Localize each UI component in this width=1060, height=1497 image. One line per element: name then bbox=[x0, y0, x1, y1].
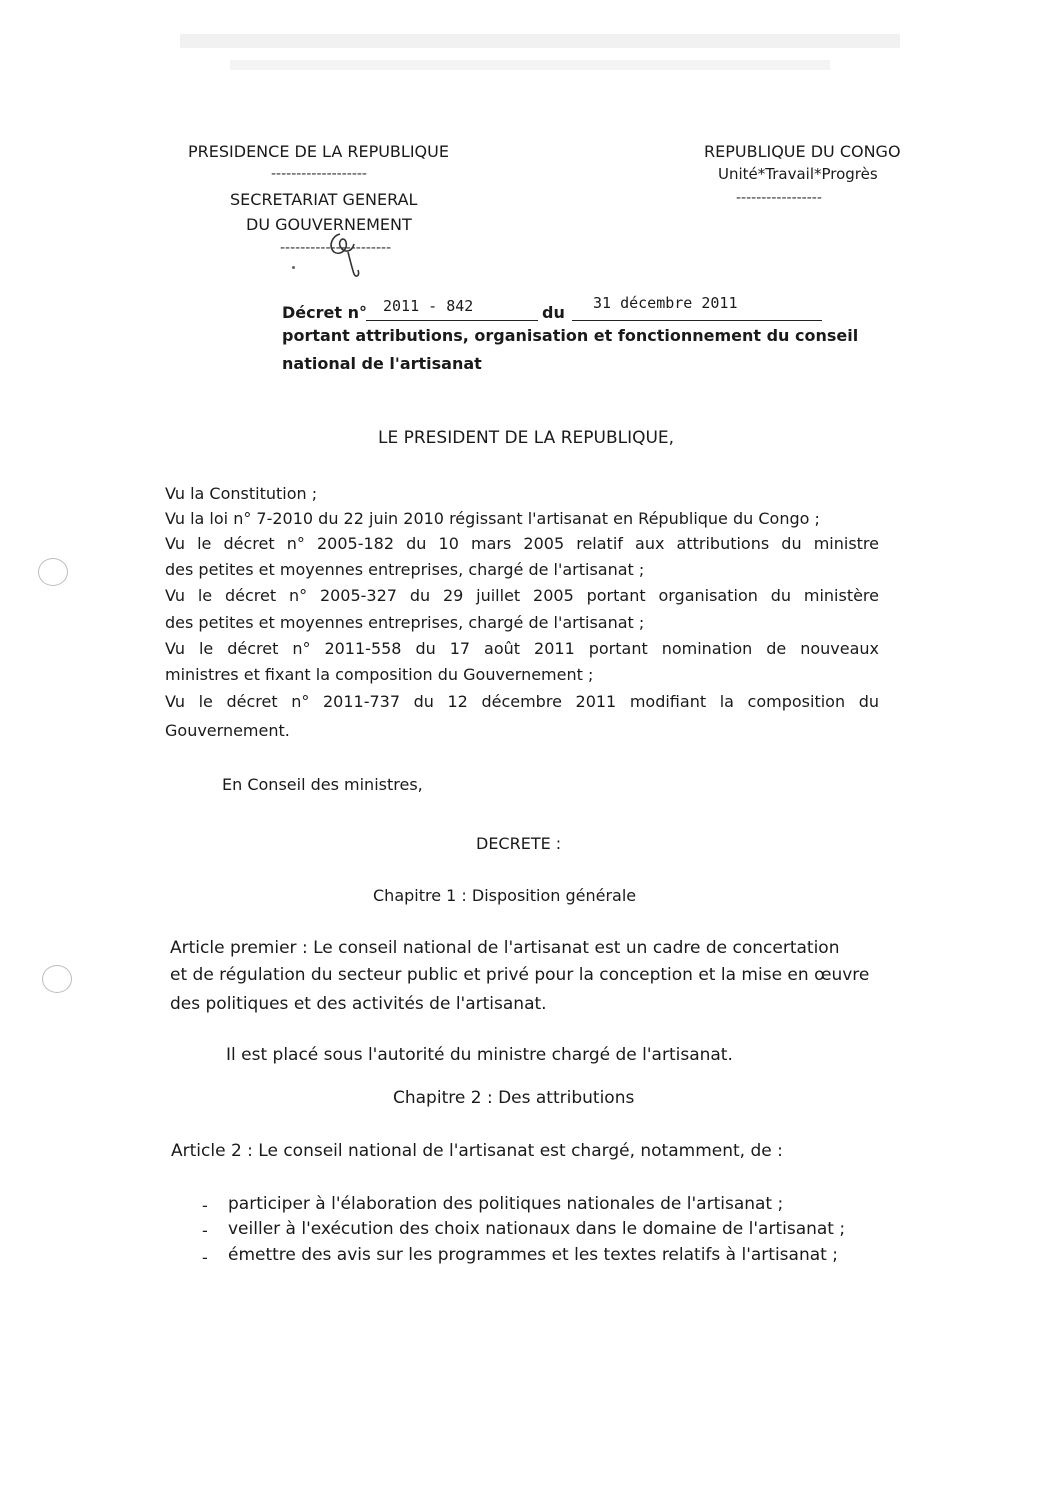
article-1-paragraph-2: Il est placé sous l'autorité du ministre chargé de l'artisanat. bbox=[226, 1045, 733, 1065]
decree-date-label: du bbox=[542, 303, 565, 322]
header-separator: ---------------------- bbox=[280, 240, 392, 256]
article-2-bullet: participer à l'élaboration des politiques nationales de l'artisanat ; bbox=[228, 1194, 784, 1214]
decree-number-label: Décret n° bbox=[282, 303, 367, 322]
handwritten-initials-icon bbox=[318, 222, 378, 282]
article-1-line bbox=[170, 938, 839, 958]
article-2-label: Article 2 : bbox=[171, 1141, 253, 1161]
decree-date: 31 décembre 2011 bbox=[593, 294, 738, 312]
decree-date-underline bbox=[572, 320, 822, 321]
article-1-line: des politiques et des activités de l'artisanat. bbox=[170, 994, 547, 1014]
bullet-icon: - bbox=[202, 1248, 208, 1267]
president-heading: LE PRESIDENT DE LA REPUBLIQUE, bbox=[378, 428, 675, 448]
decree-number: 2011 - 842 bbox=[383, 297, 474, 315]
decrete-heading: DECRETE : bbox=[476, 834, 562, 853]
visa-line: Vu le décret n° 2011-737 du 12 décembre 2011 modifiant la composition du bbox=[165, 692, 879, 711]
chapter-2-heading: Chapitre 2 : Des attributions bbox=[393, 1088, 635, 1108]
punch-hole-icon bbox=[38, 558, 68, 586]
header-devise: Unité*Travail*Progrès bbox=[718, 165, 878, 183]
conseil-line: En Conseil des ministres, bbox=[222, 775, 423, 794]
visa-line: Vu le décret n° 2005-327 du 29 juillet 2005 portant organisation du ministère bbox=[165, 586, 879, 605]
punch-hole-icon bbox=[42, 965, 72, 993]
visa-line: Vu le décret n° 2005-182 du 10 mars 2005 relatif aux attributions du ministre bbox=[165, 534, 879, 553]
ink-dot bbox=[292, 266, 295, 269]
article-1-label: Article premier : bbox=[170, 938, 308, 958]
header-gouvernement: DU GOUVERNEMENT bbox=[246, 215, 412, 234]
visa-line: ministres et fixant la composition du Gouvernement ; bbox=[165, 665, 594, 684]
article-2-text: Le conseil national de l'artisanat est chargé, notamment, de : bbox=[258, 1141, 783, 1161]
decree-subject-line: national de l'artisanat bbox=[282, 354, 482, 373]
decree-subject-line: portant attributions, organisation et fonctionnement du conseil bbox=[282, 326, 859, 345]
scan-artifact bbox=[230, 60, 830, 70]
decree-number-underline bbox=[366, 320, 538, 321]
bullet-icon: - bbox=[202, 1196, 208, 1215]
article-2-bullet: émettre des avis sur les programmes et les textes relatifs à l'artisanat ; bbox=[228, 1245, 838, 1265]
article-1-text: Le conseil national de l'artisanat est un cadre de concertation bbox=[313, 938, 840, 958]
visa-line: des petites et moyennes entreprises, chargé de l'artisanat ; bbox=[165, 560, 645, 579]
visa-line: Vu la loi n° 7-2010 du 22 juin 2010 régissant l'artisanat en République du Congo ; bbox=[165, 509, 820, 528]
header-separator: ----------------- bbox=[736, 190, 822, 206]
header-presidence: PRESIDENCE DE LA REPUBLIQUE bbox=[188, 142, 449, 161]
bullet-icon: - bbox=[202, 1221, 208, 1240]
header-secretariat: SECRETARIAT GENERAL bbox=[230, 190, 418, 209]
article-2-line bbox=[171, 1141, 783, 1161]
article-1-line: et de régulation du secteur public et privé pour la conception et la mise en œuvre bbox=[170, 965, 870, 985]
chapter-1-heading: Chapitre 1 : Disposition générale bbox=[373, 886, 637, 905]
visa-line: Gouvernement. bbox=[165, 721, 290, 740]
article-2-bullet: veiller à l'exécution des choix nationaux dans le domaine de l'artisanat ; bbox=[228, 1219, 846, 1239]
header-republique: REPUBLIQUE DU CONGO bbox=[704, 142, 901, 161]
visa-line: Vu la Constitution ; bbox=[165, 484, 318, 503]
header-separator: ------------------- bbox=[271, 166, 367, 182]
visa-line: Vu le décret n° 2011-558 du 17 août 2011 portant nomination de nouveaux bbox=[165, 639, 879, 658]
visa-line: des petites et moyennes entreprises, chargé de l'artisanat ; bbox=[165, 613, 645, 632]
scan-artifact bbox=[180, 34, 900, 48]
